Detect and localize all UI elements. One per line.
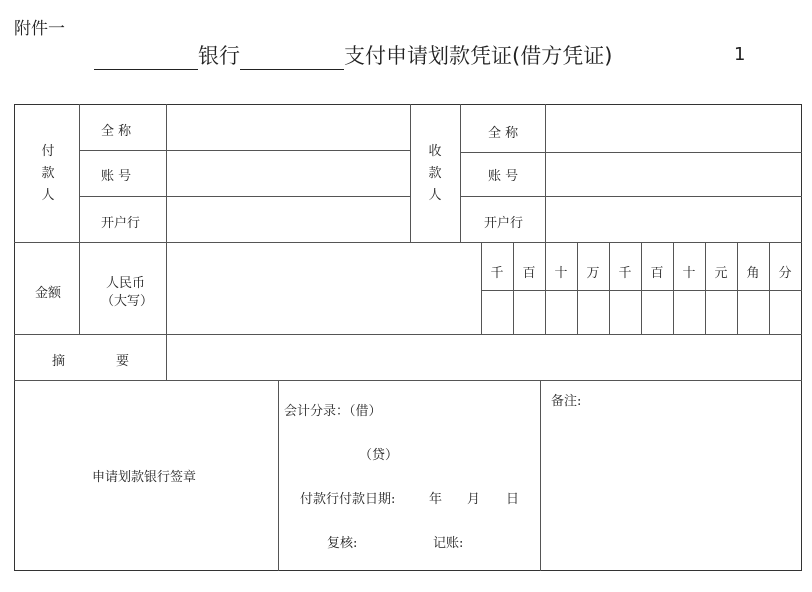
divider xyxy=(166,104,167,380)
remarks-label: 备注: xyxy=(551,394,582,409)
divider xyxy=(540,380,541,571)
divider xyxy=(460,152,802,153)
divider xyxy=(14,380,802,381)
payer-label-text: 付 款 人 xyxy=(41,144,55,203)
bank-name-blank[interactable] xyxy=(94,47,198,70)
month-label: 月 xyxy=(467,492,481,507)
amount-label: 金额 xyxy=(35,286,62,301)
digit-header-yuan: 元 xyxy=(714,266,728,281)
summary-label-2: 要 xyxy=(116,354,130,369)
digit-header-ten-wan: 十 xyxy=(554,266,568,281)
divider xyxy=(79,150,410,151)
review-label: 复核: xyxy=(327,536,358,551)
payee-label-text: 收 款 人 xyxy=(428,144,442,203)
accounting-entry-label: 会计分录：（借） xyxy=(284,404,382,419)
digit-header-fen: 分 xyxy=(778,266,792,281)
bank-seal-label: 申请划款银行签章 xyxy=(92,470,197,485)
divider xyxy=(14,334,802,335)
page-number: 1 xyxy=(734,44,746,65)
payee-label xyxy=(427,141,443,207)
amount-digits-field[interactable] xyxy=(482,291,801,333)
summary-label-1: 摘 xyxy=(52,354,66,369)
digit-header-thousand-wan: 千 xyxy=(490,266,504,281)
pay-date-label: 付款行付款日期: xyxy=(300,492,396,507)
year-label: 年 xyxy=(429,492,443,507)
divider xyxy=(14,242,802,243)
remarks-field[interactable] xyxy=(548,410,796,566)
divider xyxy=(278,380,279,571)
day-label: 日 xyxy=(506,492,520,507)
divider xyxy=(79,104,80,334)
divider xyxy=(545,104,546,242)
digit-header-thousand: 千 xyxy=(618,266,632,281)
bank-branch-blank[interactable] xyxy=(240,47,344,70)
digit-header-wan: 万 xyxy=(586,266,600,281)
divider xyxy=(410,104,411,242)
payee-account-label: 账 号 xyxy=(488,169,519,184)
currency-uppercase-hint: （大写） xyxy=(101,294,154,309)
payer-account-label: 账 号 xyxy=(101,169,132,184)
divider xyxy=(79,196,410,197)
payer-full-name-label: 全 称 xyxy=(101,124,132,139)
payee-full-name-label: 全 称 xyxy=(488,126,519,141)
title-text: 支付申请划款凭证(借方凭证) xyxy=(344,44,613,68)
credit-label: （贷） xyxy=(359,448,399,463)
payer-bank-label: 开户行 xyxy=(101,216,141,231)
digit-header-hundred-wan: 百 xyxy=(522,266,536,281)
digit-header-hundred: 百 xyxy=(650,266,664,281)
payee-bank-label: 开户行 xyxy=(484,216,524,231)
attachment-label: 附件一 xyxy=(14,19,65,39)
bank-word: 银行 xyxy=(198,44,240,68)
digit-header-ten: 十 xyxy=(682,266,696,281)
currency-label: 人民币 xyxy=(106,276,146,291)
divider xyxy=(460,196,802,197)
amount-in-words-field[interactable] xyxy=(168,244,478,332)
bookkeeping-label: 记账: xyxy=(433,536,464,551)
payer-label xyxy=(40,141,56,207)
digit-header-jiao: 角 xyxy=(746,266,760,281)
voucher-title xyxy=(94,40,612,70)
divider xyxy=(460,104,461,242)
